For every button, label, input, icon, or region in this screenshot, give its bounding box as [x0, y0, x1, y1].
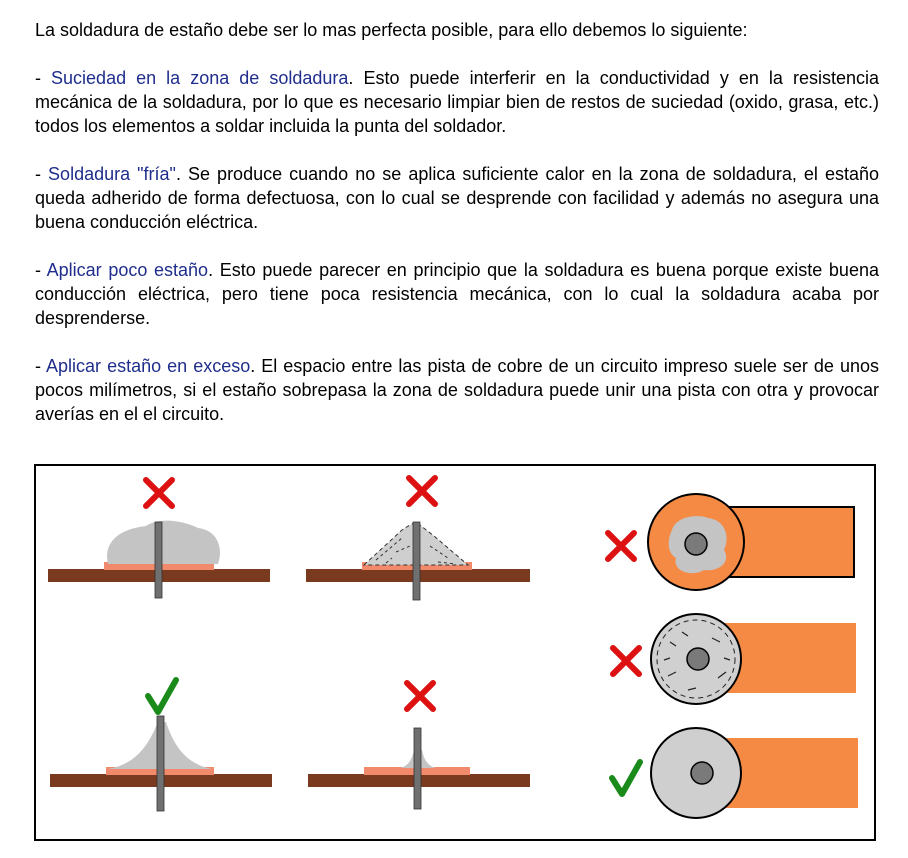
item-prefix: - [35, 68, 52, 88]
document-body [35, 18, 879, 450]
incorrect-mark-icon [608, 533, 634, 559]
incorrect-mark-icon [409, 478, 435, 504]
cross-mark-icon [613, 648, 639, 674]
item-prefix: - [35, 356, 47, 376]
joint-little-solder [308, 683, 530, 809]
item-little-solder [35, 258, 879, 330]
pad-hole [687, 648, 709, 670]
item-prefix: - [35, 260, 47, 280]
item-dirt [35, 66, 879, 138]
pad-hole [691, 762, 713, 784]
component-lead [157, 716, 164, 811]
pad-cold [613, 614, 856, 704]
cross-mark-icon [409, 478, 435, 504]
item-term: Suciedad en la zona de soldadura [51, 68, 349, 88]
cross-mark-icon [608, 533, 634, 559]
item-cold-solder [35, 162, 879, 234]
component-lead [413, 522, 420, 600]
check-mark-icon [612, 762, 640, 794]
correct-mark-icon [148, 680, 176, 712]
solder-joints-illustration [36, 466, 874, 839]
correct-mark-icon [612, 762, 640, 794]
item-text: . El espacio entre las pista de cobre de un circuito impreso suele ser de unos pocos milímetros, si el estaño sobrepasa la zona de soldadura puede unir una pista con otra y provocar averías en el el circuito. [35, 356, 879, 424]
pad-hole [685, 533, 707, 555]
component-lead [414, 728, 421, 809]
pad-dirty [608, 494, 854, 590]
solder-joints-figure [34, 464, 876, 841]
check-mark-icon [148, 680, 176, 712]
item-term: Aplicar poco estaño [46, 260, 209, 280]
component-lead [155, 522, 162, 598]
cross-mark-icon [146, 480, 172, 506]
joint-dirty [48, 480, 270, 598]
joint-correct [50, 680, 272, 811]
intro-paragraph: La soldadura de estaño debe ser lo mas perfecta posible, para ello debemos lo siguiente: [35, 20, 748, 40]
item-term: Aplicar estaño en exceso [46, 356, 251, 376]
item-prefix: - [35, 164, 49, 184]
cross-mark-icon [407, 683, 433, 709]
item-text: . Esto puede parecer en principio que la soldadura es buena porque existe buena conducción eléctrica, pero tiene poca resistencia mecánica, con lo cual la soldadura acaba por desprenderse. [35, 260, 879, 328]
item-term: Soldadura "fría" [48, 164, 176, 184]
item-text: . Se produce cuando no se aplica suficiente calor en la zona de soldadura, el estaño queda adherido de forma defectuosa, con lo cual se desprende con facilidad y además no asegura una buena conducción eléctrica. [35, 164, 880, 232]
item-text: . Esto puede interferir en la conductividad y en la resistencia mecánica de la soldadura, por lo que es necesario limpiar bien de restos de suciedad (oxido, grasa, etc.) todos los elementos a soldar incluida la punta del soldador. [35, 68, 879, 136]
solder-blob [107, 521, 220, 564]
joint-cold [306, 478, 530, 600]
incorrect-mark-icon [407, 683, 433, 709]
incorrect-mark-icon [146, 480, 172, 506]
item-excess-solder [35, 354, 879, 426]
incorrect-mark-icon [613, 648, 639, 674]
pad-correct [612, 728, 858, 818]
